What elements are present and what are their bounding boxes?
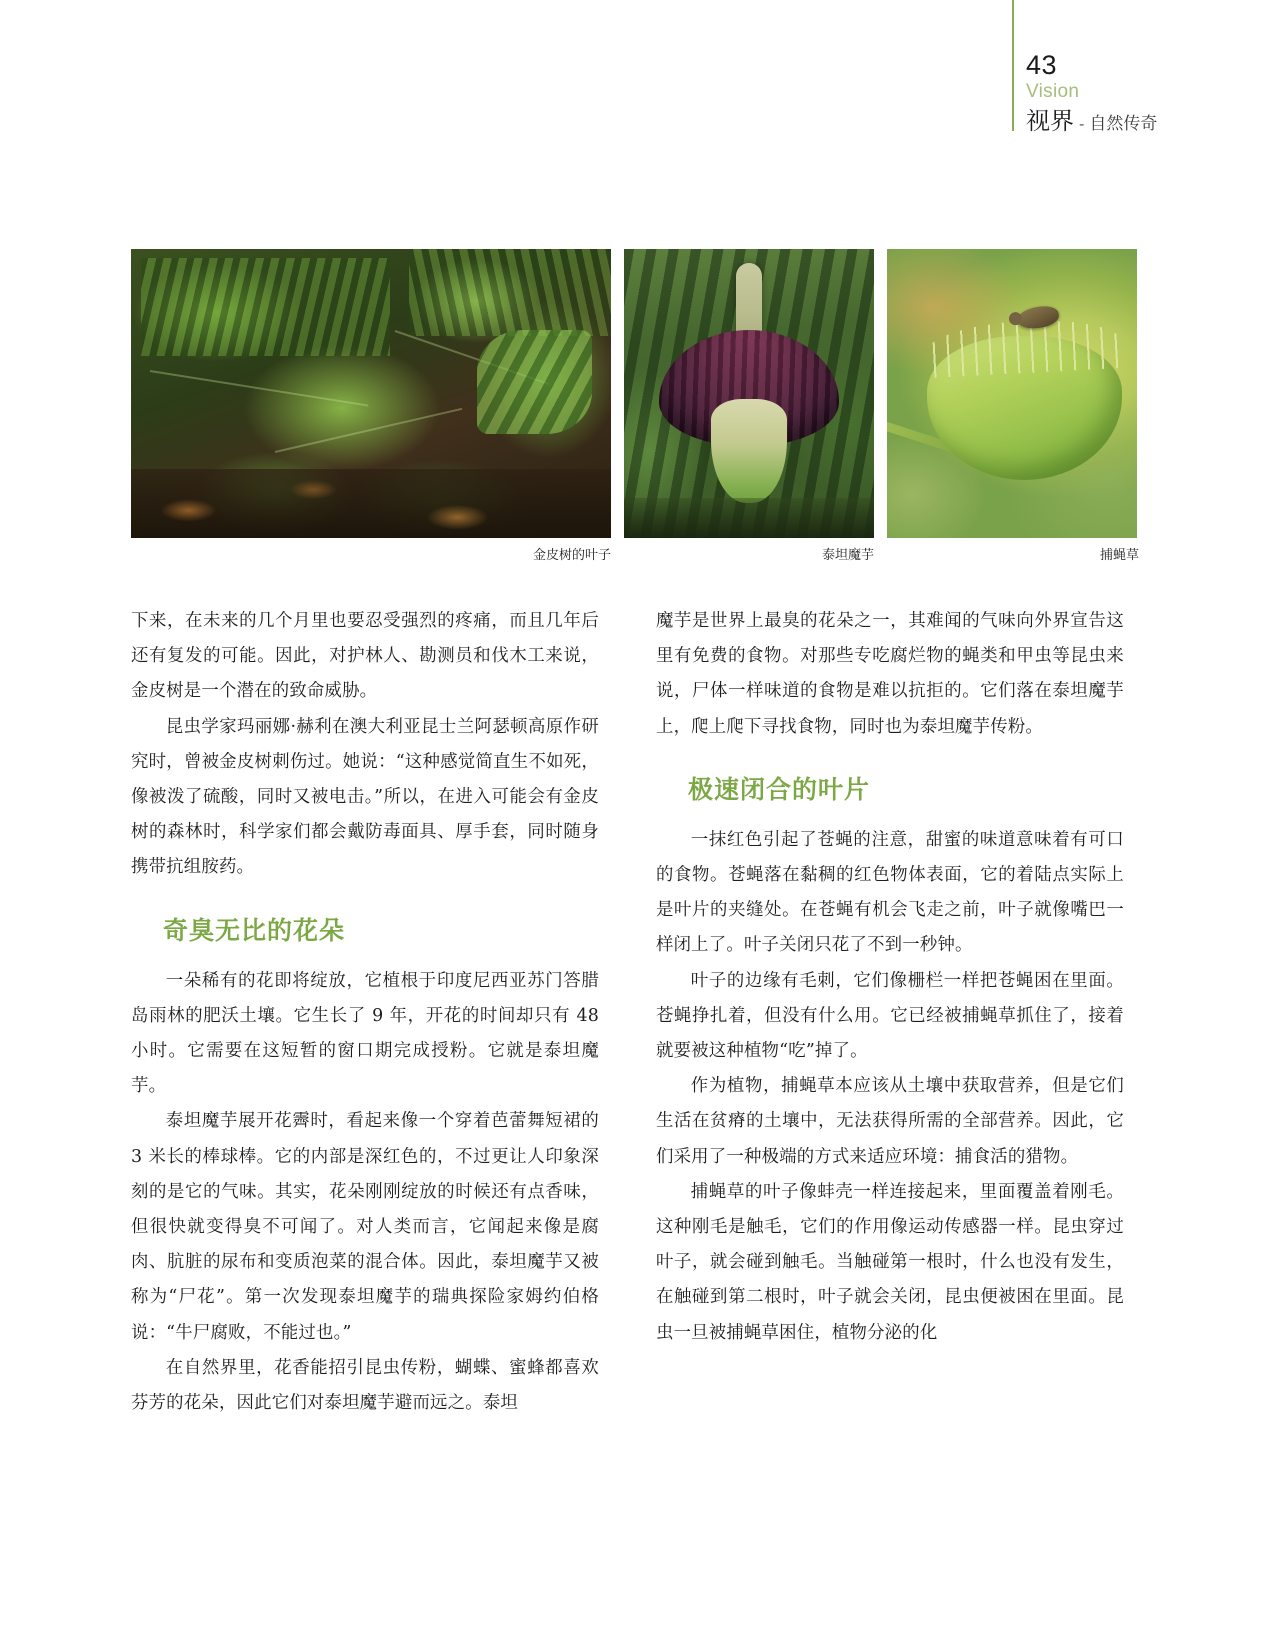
section-title-chinese-row xyxy=(1026,106,1270,137)
article-column-right xyxy=(656,604,1124,1351)
page-header xyxy=(1012,0,1270,140)
paragraph: 一朵稀有的花即将绽放，它植根于印度尼西亚苏门答腊岛雨林的肥沃土壤。它生长了 9 年，开花的时间却只有 48 小时。它需要在这短暂的窗口期完成授粉。它就是泰坦魔芋。 xyxy=(131,970,599,1097)
fern-frond-decor-2 xyxy=(409,249,611,336)
section-title-chinese: 视界 xyxy=(1026,107,1074,135)
section-heading-smelly-flower: 奇臭无比的花朵 xyxy=(163,915,346,945)
forest-floor-decor xyxy=(131,469,611,538)
young-shoot-decor xyxy=(477,330,592,434)
fern-frond-decor xyxy=(141,258,391,356)
figure-strip xyxy=(131,249,1139,539)
figure-caption-venus-flytrap: 捕蝇草 xyxy=(1099,548,1139,563)
header-text-group xyxy=(1026,50,1270,137)
paragraph: 作为植物，捕蝇草本应该从土壤中获取营养，但是它们生活在贫瘠的土壤中，无法获得所需的全部营养。因此，它们采用了一种极端的方式来适应环境：捕食活的猎物。 xyxy=(656,1076,1124,1167)
article-column-left xyxy=(131,604,599,1421)
paragraph: 昆虫学家玛丽娜·赫利在澳大利亚昆士兰阿瑟顿高原作研究时，曾被金皮树刺伤过。她说：“这种感觉简直生不如死，像被泼了硫酸，同时又被电击。”所以，在进入可能会有金皮树的森林时，科学家们都会戴防毒面具、厚手套，同时随身携带抗组胺药。 xyxy=(131,716,599,878)
photo-gympie-gympie-leaves xyxy=(131,249,611,538)
header-vertical-rule xyxy=(1012,0,1014,131)
paragraph: 在自然界里，花香能招引昆虫传粉，蝴蝶、蜜蜂都喜欢芬芳的花朵，因此它们对泰坦魔芋避而远之。泰坦 xyxy=(131,1357,599,1414)
figure-caption-gympie: 金皮树的叶子 xyxy=(532,548,611,563)
section-heading-fast-closing-leaves: 极速闭合的叶片 xyxy=(688,774,871,804)
section-title-dash: - xyxy=(1079,115,1085,133)
photo-venus-flytrap xyxy=(887,249,1137,538)
photo-titan-arum xyxy=(624,249,874,538)
paragraph: 泰坦魔芋展开花霽时，看起来像一个穿着芭蕾舞短裙的 3 米长的棒球棒。它的内部是深红色的，不过更让人印象深刻的是它的气味。其实，花朵刚刚绽放的时候还有点香味，但很快就变得臭不可闻了。对人类而言，它闻起来像是腐肉、肮脏的尿布和变质泡菜的混合体。因此，泰坦魔芋又被称为“尸花”。第一次发现泰坦魔芋的瑞典探险家姆约伯格说：“牛尸腐败，不能过也。” xyxy=(131,1111,599,1343)
figure-caption-titan-arum: 泰坦魔芋 xyxy=(821,548,874,563)
planter-decor xyxy=(624,498,874,538)
paragraph: 一抹红色引起了苍蝇的注意，甜蜜的味道意味着有可口的食物。苍蝇落在黏稠的红色物体表面，它的着陆点实际上是叶片的夹缝处。在苍蝇有机会飞走之前，叶子就像嘴巴一样闭上了。叶子关闭只花了不到一秒钟。 xyxy=(656,829,1124,956)
paragraph: 捕蝇草的叶子像蚌壳一样连接起来，里面覆盖着刚毛。这种刚毛是触毛，它们的作用像运动传感器一样。昆虫穿过叶子，就会碰到触毛。当触碰第一根时，什么也没有发生，在触碰到第二根时，叶子就会关闭，昆虫便被困在里面。昆虫一旦被捕蝇草困住，植物分泌的化 xyxy=(656,1181,1124,1343)
section-subtitle-chinese: 自然传奇 xyxy=(1089,114,1158,134)
paragraph: 下来，在未来的几个月里也要忍受强烈的疼痛，而且几年后还有复发的可能。因此，对护林人、勘测员和伐木工来说，金皮树是一个潜在的致命威胁。 xyxy=(131,611,599,702)
page-number: 43 xyxy=(1026,50,1058,80)
paragraph: 叶子的边缘有毛刺，它们像栅栏一样把苍蝇困在里面。苍蝇挣扎着，但没有什么用。它已经被捕蝇草抓住了，接着就要被这种植物“吃”掉了。 xyxy=(656,970,1124,1062)
section-title-english: Vision xyxy=(1026,81,1080,102)
article-body xyxy=(131,604,1139,1534)
leaf-vein-decor-b xyxy=(275,408,463,453)
paragraph: 魔芋是世界上最臭的花朵之一，其难闻的气味向外界宣告这里有免费的食物。对那些专吃腐烂物的蝇类和甲虫等昆虫来说，尸体一样味道的食物是难以抗拒的。它们落在泰坦魔芋上，爬上爬下寻找食物，同时也为泰坦魔芋传粉。 xyxy=(656,611,1124,737)
leaf-vein-decor-a xyxy=(150,370,368,407)
figure-caption-row xyxy=(131,544,1139,568)
